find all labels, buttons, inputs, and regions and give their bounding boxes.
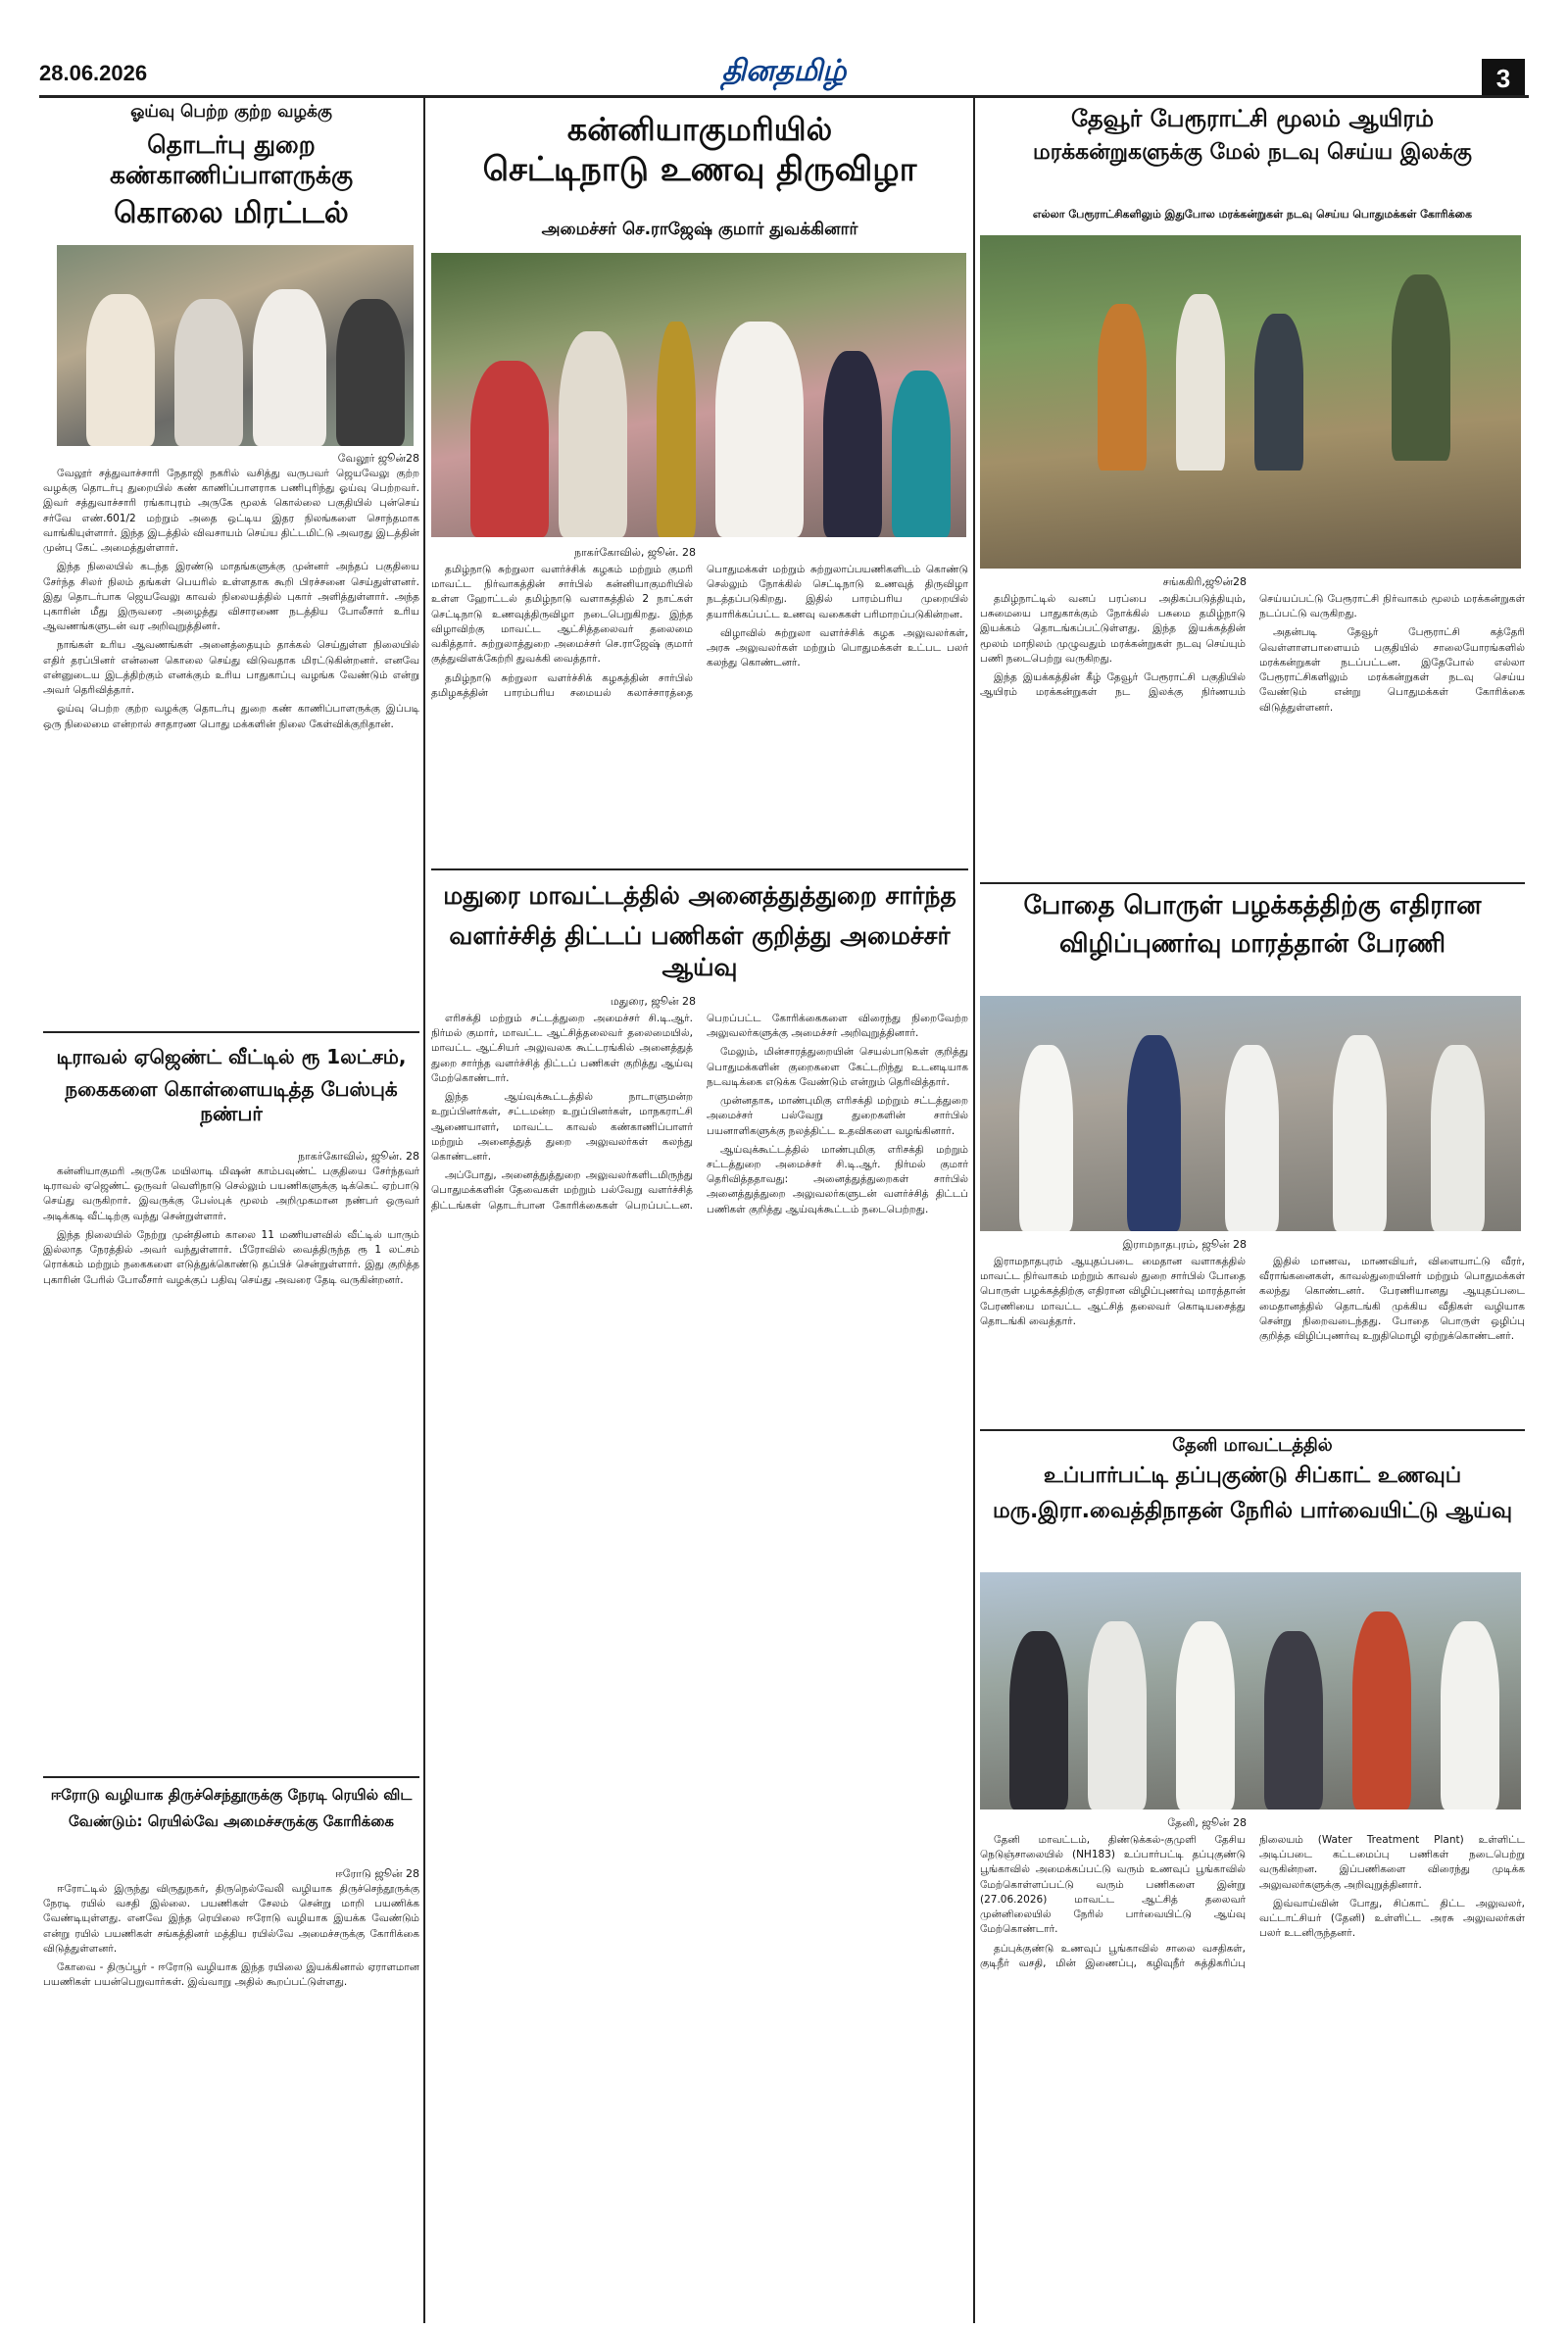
headline-line: டிராவல் ஏஜெண்ட் வீட்டில் ரூ 1லட்சம், xyxy=(56,1045,407,1068)
paragraph: இதில் மாணவ, மாணவியர், விளையாட்டு வீரர், வீராங்கனைகள், காவல்துறையினர் மற்றும் பொதுமக்கள் கலந்து கொண்டனர். பேரணியானது ஆயுதப்படை மைதானத்தில் தொடங்கி முக்கிய வீதிகள் வழியாக சென்று நிறைவடைந்தது. போதை பொருள் ஒழிப்பு குறித்த விழிப்புணர்வு உறுதிமொழி ஏற்றுக்கொண்டனர். xyxy=(1259,1256,1525,1343)
news-photo xyxy=(980,1572,1521,1809)
masthead-rule xyxy=(39,95,1529,98)
paragraph: ஈரோட்டில் இருந்து விருதுநகர், திருநெல்வேலி வழியாக திருச்செந்தூருக்கு நேரடி ரயில் வசதி இல்லை. பயணிகள் சேலம் சென்று மாறி பயணிக்க வேண்டியுள்ளது. எனவே இந்த ரெயிலை ஈரோடு வழியாக இயக்க வேண்டும் என்று ரயில் பயணிகள் சங்கத்தினர் மத்திய ரயில்வே அமைச்சருக்கு கோரிக்கை விடுத்துள்ளனர். xyxy=(43,1883,419,1955)
dateline: மதுரை, ஜூன் 28 xyxy=(610,995,696,1008)
paragraph: தமிழ்நாடு சுற்றுலா வளர்ச்சிக் கழகத்தின் சார்பில் தமிழகத்தின் பாரம்பரிய சமையல் கலாச்சாரத்தை பொதுமக்கள் மற்றும் சுற்றுலாப்பயணிகளிடம் கொண்டு செல்லும் நோக்கில் செட்டிநாடு உணவுத் திருவிழா நடத்தப்படுகிறது. இதில் பாரம்பரிய முறையில் தயாரிக்கப்பட்ட உணவு வகைகள் பரிமாறப்படுகின்றன. xyxy=(431,564,968,699)
headline-line: மரக்கன்றுகளுக்கு மேல் நடவு செய்ய இலக்கு xyxy=(1033,140,1472,165)
column-divider xyxy=(423,98,425,2323)
article-body xyxy=(431,563,968,857)
headline-line: போதை பொருள் பழக்கத்திற்கு எதிரான xyxy=(1023,891,1482,920)
paragraph: நாங்கள் உரிய ஆவணங்கள் அனைத்தையும் தாக்கல் செய்துள்ள நிலையில் எதிர் தரப்பினர் என்னை கொலை செய்து விடுவதாக மிரட்டுகின்றனர். எனவே என்னுடைய இடத்திற்கும் எனக்கும் உரிய பாதுகாப்பு வழங்க வேண்டும் என்று அவர் தெரிவித்தார். xyxy=(43,639,419,697)
paragraph: மேலும், மின்சாரத்துறையின் செயல்பாடுகள் குறித்து பொதுமக்களின் குறைகளை கேட்டறிந்து உடனடியாக நடவடிக்கை எடுக்க வேண்டும் என்றும் தெரிவித்தார். xyxy=(707,1046,968,1088)
paragraph: தமிழ்நாட்டில் வனப் பரப்பை அதிகப்படுத்தியும், பசுமையை பாதுகாக்கும் நோக்கில் பசுமை தமிழ்நாடு இயக்கம் தொடங்கப்பட்டுள்ளது. இந்த இயக்கத்தின் மூலம் மாநிலம் முழுவதும் மரக்கன்றுகள் நடவு செய்யும் பணி நடைபெற்று வருகிறது. xyxy=(980,593,1246,665)
paragraph: இந்த ஆய்வுக்கூட்டத்தில் நாடாளுமன்ற உறுப்பினர்கள், சட்டமன்ற உறுப்பினர்கள், மாநகராட்சி ஆணையாளர், மாவட்ட காவல் கண்காணிப்பாளர் மற்றும் அனைத்துத் துறை அலுவலர்கள் கலந்து கொண்டனர். xyxy=(431,1091,693,1163)
headline-line: மரு.இரா.வைத்திநாதன் நேரில் பார்வையிட்டு ஆய்வு xyxy=(992,1498,1513,1523)
news-photo xyxy=(980,235,1521,569)
dateline: ஈரோடு ஜூன் 28 xyxy=(335,1867,419,1880)
dateline: நாகர்கோவில், ஜூன். 28 xyxy=(574,546,696,559)
news-photo xyxy=(431,253,966,537)
headline xyxy=(431,880,968,988)
paragraph: தேனி மாவட்டம், திண்டுக்கல்-குமுளி தேசிய நெடுஞ்சாலையில் (NH183) உப்பார்பட்டி தப்புகுண்டு பூங்காவில் அமைக்கப்பட்டு வரும் உணவுப் பூங்காவில் மேற்கொள்ளப்பட்டு வரும் பணிகளை இன்று (27.06.2026) மாவட்ட ஆட்சித் தலைவர் முன்னிலையில் நேரில் பார்வையிட்டு ஆய்வு மேற்கொண்டார். xyxy=(980,1834,1246,1936)
article-body xyxy=(980,1833,1525,2313)
article-body xyxy=(980,592,1525,876)
newspaper-logo: தினதமிழ் xyxy=(721,54,847,88)
headline-line: உப்பார்பட்டி தப்புகுண்டு சிப்காட் உணவுப் xyxy=(1043,1463,1462,1488)
dateline: சங்ககிரி,ஜூன்28 xyxy=(1162,575,1247,588)
paragraph: தமிழ்நாடு சுற்றுலா வளர்ச்சிக் கழகம் மற்றும் குமரி மாவட்ட நிர்வாகத்தின் சார்பில் கன்னியாகுமரியில் உள்ள ஹோட்டல் தமிழ்நாடு வளாகத்தில் 2 நாட்கள் செட்டிநாடு உணவுத்திருவிழா நடைபெறுகிறது. இந்த விழாவிற்கு மாவட்ட ஆட்சித்தலைவர் தலைமை வகித்தார். சுற்றுலாத்துறை அமைச்சர் செ.ராஜேஷ் குமார் குத்துவிளக்கேற்றி துவக்கி வைத்தார். xyxy=(431,564,693,666)
paragraph: ஓய்வு பெற்ற குற்ற வழக்கு தொடர்பு துறை கண் காணிப்பாளருக்கு இப்படி ஒரு நிலைமை என்றால் சாதாரண பொது மக்களின் நிலை கேள்விக்குறிதான். xyxy=(43,703,419,730)
dateline: தேனி, ஜூன் 28 xyxy=(1167,1816,1247,1829)
paragraph: வேலூர் சத்துவாச்சாரி நேதாஜி நகரில் வசித்து வருபவர் ஜெயவேலு குற்ற வழக்கு தொடர்பு துறையில் கண் காணிப்பாளராக பணிபுரிந்து ஓய்வு பெற்றவர். இவர் சத்துவாச்சாரி ரங்காபுரம் அருகே மூலக் கொல்லை பகுதியில் புன்செய் சர்வே எண்.601/2 மற்றும் அதை ஒட்டிய இதர நிலங்களை சொந்தமாக வாங்கியுள்ளார். இந்த இடத்தில் விவசாயம் செய்ய திட்டமிட்டு அவரது இடத்தின் முன்பு கேட் அமைத்துள்ளார். xyxy=(43,468,419,555)
paragraph: இவ்வாய்வின் போது, சிப்காட் திட்ட அலுவலர், வட்டாட்சியர் (தேனி) உள்ளிட்ட அரசு அலுவலர்கள் பலர் உடனிருந்தனர். xyxy=(1259,1897,1525,1940)
story-kicker: ஓய்வு பெற்ற குற்ற வழக்கு xyxy=(130,102,332,122)
headline-line: வேண்டும்: ரெயில்வே அமைச்சருக்கு கோரிக்கை xyxy=(68,1811,395,1830)
paragraph: இந்த இயக்கத்தின் கீழ் தேவூர் பேரூராட்சி பகுதியில் ஆயிரம் மரக்கன்றுகள் நட இலக்கு நிர்ணயம் செய்யப்பட்டு பேரூராட்சி நிர்வாகம் மூலம் மரக்கன்றுகள் நடப்பட்டு வருகிறது. xyxy=(980,593,1525,699)
paragraph: இராமநாதபுரம் ஆயுதப்படை மைதான வளாகத்தில் மாவட்ட நிர்வாகம் மற்றும் காவல் துறை சார்பில் போதை பொருள் பழக்கத்திற்கு எதிரான விழிப்புணர்வு மாரத்தான் பேரணியை மாவட்ட ஆட்சித் தலைவர் கொடியசைத்து தொடங்கி வைத்தார். xyxy=(980,1256,1246,1327)
news-photo xyxy=(57,245,414,446)
article-body xyxy=(980,1255,1525,1421)
page-number: 3 xyxy=(1482,59,1525,98)
article-body xyxy=(43,467,419,1016)
issue-date: 28.06.2026 xyxy=(39,61,148,85)
headline-line: கன்னியாகுமரியில் xyxy=(566,111,833,148)
headline xyxy=(43,1786,419,1864)
headline xyxy=(431,110,968,218)
story-divider xyxy=(980,882,1525,884)
headline xyxy=(980,890,1525,988)
story-divider xyxy=(431,868,968,870)
paragraph: எரிசக்தி மற்றும் சட்டத்துறை அமைச்சர் சி.டி.ஆர். நிர்மல் குமார், மாவட்ட ஆட்சித்தலைவர் தலைமையில், மாவட்ட ஆட்சியர் அலுவலக கூட்டரங்கில் அனைத்துத் துறை சார்ந்த வளர்ச்சித் திட்டப் பணிகள் குறித்து ஆய்வு மேற்கொண்டார். xyxy=(431,1013,693,1084)
article-body xyxy=(431,1012,968,2315)
news-photo xyxy=(980,996,1521,1231)
paragraph: அதன்படி தேவூர் பேரூராட்சி கத்தேரி வெள்ளாளபாளையம் பகுதியில் சாலையோரங்களில் மரக்கன்றுகள் நடப்பட்டன. இதேபோல் எல்லா பேரூராட்சிகளிலும் மரக்கன்றுகள் நடவு செய்ய வேண்டும் என்று பொதுமக்கள் கோரிக்கை விடுத்துள்ளனர். xyxy=(1259,626,1525,714)
story-divider xyxy=(980,1429,1525,1431)
headline-line: மதுரை மாவட்டத்தில் அனைத்துத்துறை சார்ந்த xyxy=(443,881,956,910)
dateline: நாகர்கோவில், ஜூன். 28 xyxy=(298,1150,419,1163)
paragraph: முன்னதாக, மாண்புமிகு எரிசக்தி மற்றும் சட்டத்துறை அமைச்சர் பல்வேறு துறைகளின் சார்பில் பயனாளிகளுக்கு நலத்திட்ட உதவிகளை வழங்கினார். xyxy=(707,1095,968,1137)
subheadline: அமைச்சர் செ.ராஜேஷ் குமார் துவக்கினார் xyxy=(541,220,858,239)
paragraph: இந்த நிலையில் கடந்த இரண்டு மாதங்களுக்கு முன்னர் அந்தப் பகுதியை சேர்ந்த சிலர் நிலம் தங்கள் பெயரில் உள்ளதாக கூறி பிரச்சனை செய்துள்ளனர். இது தொடர்பாக ஜெயவேலு காவல் நிலையத்தில் புகார் அளித்துள்ளார். அந்த புகாரின் மீது இருவரை அழைத்து விசாரணை நடத்திய போலீசார் உரிய ஆவணங்களுடன் வர அறிவுறுத்தினர். xyxy=(43,561,419,633)
paragraph: கோவை - திருப்பூர் - ஈரோடு வழியாக இந்த ரயிலை இயக்கினால் ஏராளமான பயணிகள் பயன்பெறுவார்கள். இவ்வாறு அதில் கூறப்பட்டுள்ளது. xyxy=(43,1961,419,1989)
story-divider xyxy=(43,1776,419,1778)
headline-line: வளர்ச்சித் திட்டப் பணிகள் குறித்து அமைச்சர் ஆய்வு xyxy=(449,921,951,981)
headline xyxy=(980,1462,1525,1564)
article-body xyxy=(43,1882,419,2313)
headline xyxy=(43,129,419,239)
subheadline: எல்லா பேரூராட்சிகளிலும் இதுபோல மரக்கன்றுகள் நடவு செய்ய பொதுமக்கள் கோரிக்கை xyxy=(1032,208,1473,221)
headline-line: தொடர்பு துறை கண்காணிப்பாளருக்கு xyxy=(109,130,354,190)
headline-line: நகைகளை கொள்ளையடித்த பேஸ்புக் நண்பர் xyxy=(65,1077,398,1125)
headline xyxy=(43,1045,419,1143)
headline-line: கொலை மிரட்டல் xyxy=(114,195,349,230)
paragraph: கன்னியாகுமரி அருகே மயிலாடி மிஷன் காம்பவுண்ட் பகுதியை சேர்ந்தவர் டிராவல் ஏஜெண்ட் ஒருவர் வெளிநாடு செல்லும் பயணிகளுக்கு டிக்கெட் ஏற்பாடு செய்து வருகிறார். இவருக்கு பேஸ்புக் மூலம் அறிமுகமான நண்பர் ஒருவர் அடிக்கடி வீட்டிற்கு வந்து சென்றுள்ளார். xyxy=(43,1165,419,1222)
column-divider xyxy=(973,98,975,2323)
paragraph: தப்புக்குண்டு உணவுப் பூங்காவில் சாலை வசதிகள், குடிநீர் வசதி, மின் இணைப்பு, கழிவுநீர் சுத்திகரிப்பு நிலையம் (Water Treatment Plant) உள்ளிட்ட அடிப்படை கட்டமைப்பு பணிகள் நடைபெற்று வருகின்றன. இப்பணிகளை விரைந்து முடிக்க அலுவலர்களுக்கு அறிவுறுத்தினார். xyxy=(980,1834,1525,1969)
headline-line: தேவூர் பேரூராட்சி மூலம் ஆயிரம் xyxy=(1070,105,1435,132)
dateline: இராமநாதபுரம், ஜூன் 28 xyxy=(1122,1238,1247,1251)
paragraph: அப்போது, அனைத்துத்துறை அலுவலர்களிடமிருந்து பொதுமக்களின் தேவைகள் மற்றும் பல்வேறு வளர்ச்சித் திட்டங்கள் தொடர்பான கோரிக்கைகள் பெறப்பட்டன. பெறப்பட்ட கோரிக்கைகளை விரைந்து நிறைவேற்ற அலுவலர்களுக்கு அமைச்சர் அறிவுறுத்தினார். xyxy=(431,1013,968,1212)
paragraph: விழாவில் சுற்றுலா வளர்ச்சிக் கழக அலுவலர்கள், அரசு அலுவலர்கள் மற்றும் பொதுமக்கள் உட்பட பலர் கலந்து கொண்டனர். xyxy=(707,626,968,669)
story-kicker: தேனி மாவட்டத்தில் xyxy=(1172,1435,1333,1456)
headline xyxy=(980,104,1525,202)
headline-line: விழிப்புணர்வு மாரத்தான் பேரணி xyxy=(1058,928,1446,959)
headline-line: ஈரோடு வழியாக திருச்செந்தூருக்கு நேரடி ரெயில் விட xyxy=(50,1786,413,1804)
article-body xyxy=(43,1165,419,1674)
paragraph: இந்த நிலையில் நேற்று முன்தினம் காலை 11 மணியளவில் வீட்டில் யாரும் இல்லாத நேரத்தில் அவர் வந்துள்ளார். பீரோவில் வைத்திருந்த ரூ 1 லட்சம் ரொக்கம் மற்றும் நகைகளை எடுத்துக்கொண்டு தப்பிச் சென்றுள்ளார். இது குறித்த புகாரின் பேரில் போலீசார் வழக்குப் பதிவு செய்து அவரை தேடி வருகின்றனர். xyxy=(43,1228,419,1286)
story-divider xyxy=(43,1031,419,1033)
headline-line: செட்டிநாடு உணவு திருவிழா xyxy=(482,150,917,189)
paragraph: ஆய்வுக்கூட்டத்தில் மாண்புமிகு எரிசக்தி மற்றும் சட்டத்துறை அமைச்சர் சி.டி.ஆர். நிர்மல் குமார் தெரிவித்ததாவது: அனைத்துத்துறைகள் சார்பில் அனைத்துத்துறை அலுவலர்களுடன் வளர்ச்சித் திட்டப் பணிகள் குறித்து ஆய்வுக்கூட்டம் நடைபெற்றது. xyxy=(707,1143,968,1215)
dateline: வேலூர் ஜூன்28 xyxy=(337,452,419,465)
